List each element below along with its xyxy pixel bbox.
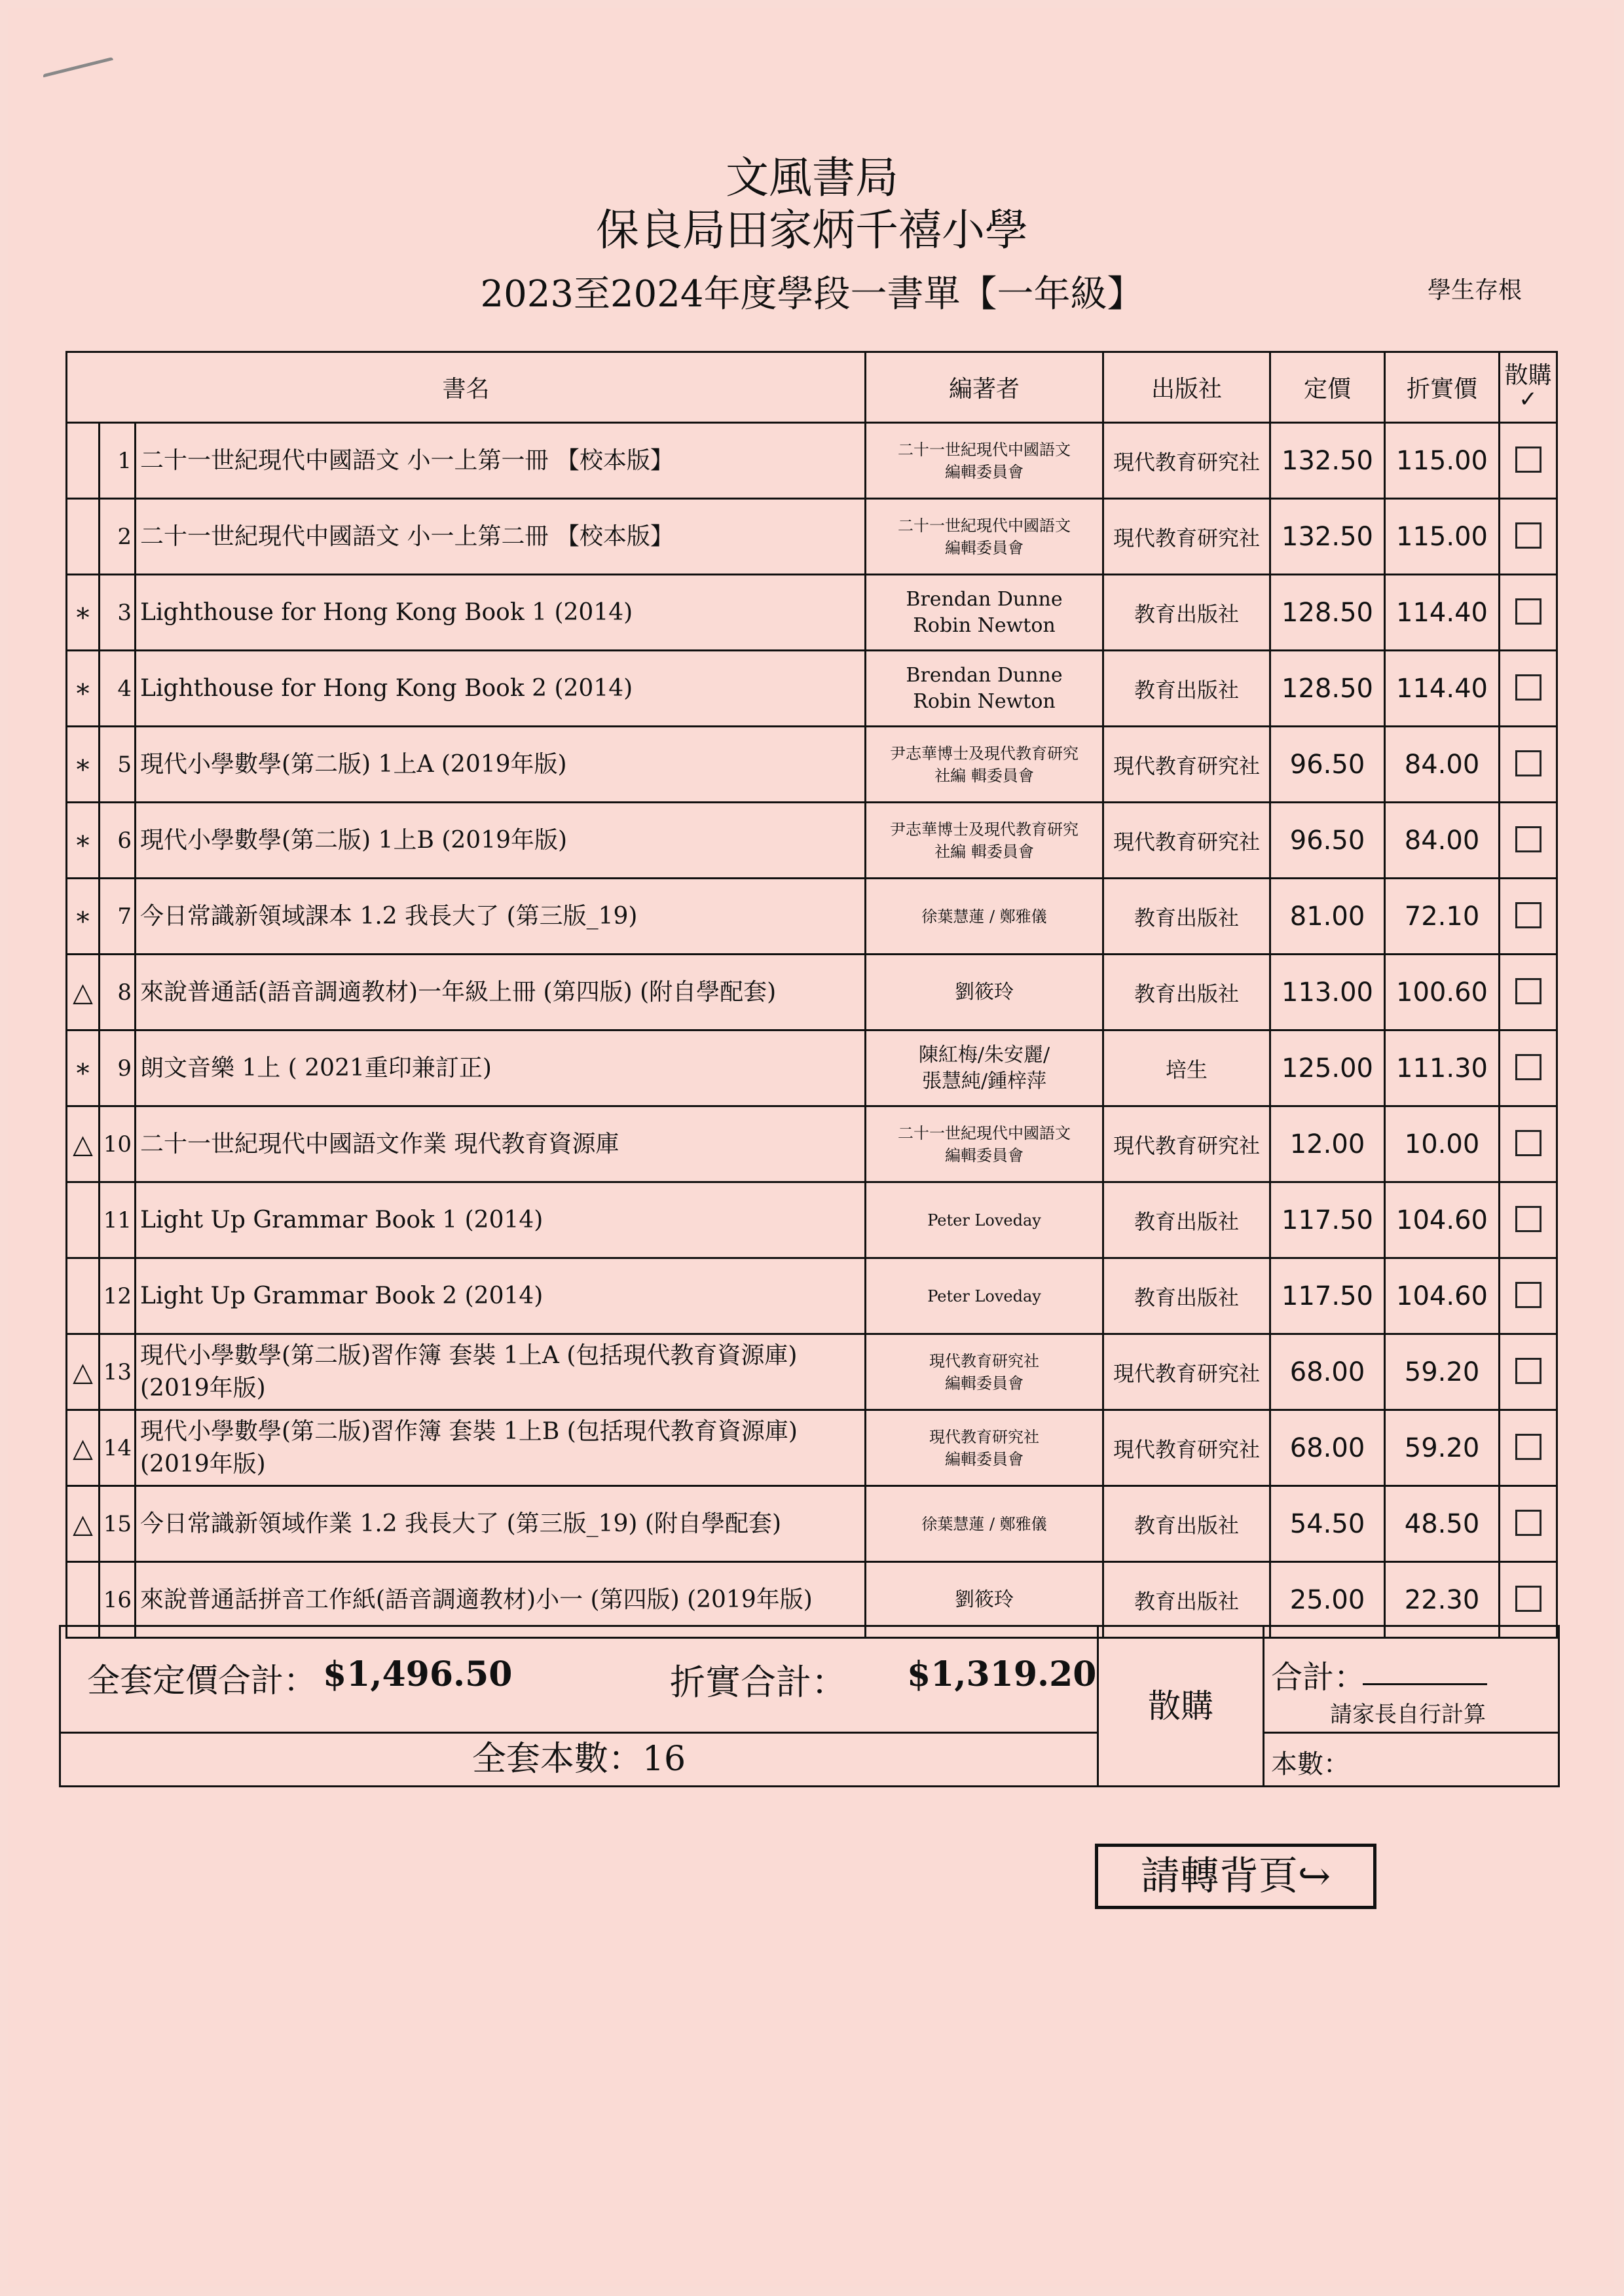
parent-note: 請家長自行計算 — [1330, 1702, 1486, 1728]
author-line-1: 二十一世紀現代中國語文 — [898, 440, 1071, 459]
author-line-1: Peter Loveday — [927, 1286, 1041, 1305]
list-title: 2023至2024年度學段一書單【一年級】 — [480, 273, 1144, 316]
summary-totals — [61, 1627, 1097, 1734]
single-purchase-cell — [1500, 727, 1557, 803]
col-price-header: 定價 — [1270, 352, 1385, 423]
book-publisher: 教育出版社 — [1103, 651, 1270, 727]
row-mark: ∗ — [67, 651, 100, 727]
book-author — [866, 1106, 1103, 1182]
single-purchase-cell — [1500, 1334, 1557, 1410]
discount-price: 104.60 — [1385, 1258, 1500, 1334]
table-row — [67, 1030, 1557, 1106]
discount-price: 114.40 — [1385, 575, 1500, 651]
row-number: 1 — [100, 423, 136, 499]
list-price: 117.50 — [1270, 1182, 1385, 1258]
row-number: 14 — [100, 1410, 136, 1486]
discount-price: 104.60 — [1385, 1182, 1500, 1258]
discount-price: 72.10 — [1385, 879, 1500, 955]
book-publisher: 現代教育研究社 — [1103, 499, 1270, 575]
total-label: 合計： — [1271, 1659, 1366, 1696]
single-purchase-cell — [1500, 575, 1557, 651]
single-purchase-cell — [1500, 499, 1557, 575]
author-line-2: Robin Newton — [913, 689, 1056, 713]
author-line-2: 編輯委員會 — [945, 538, 1024, 557]
author-line-1: 徐葉慧蓮 / 鄭雅儀 — [921, 1514, 1047, 1533]
discount-price: 48.50 — [1385, 1486, 1500, 1562]
single-purchase-cell — [1500, 879, 1557, 955]
row-mark: ∗ — [67, 575, 100, 651]
book-title: Lighthouse for Hong Kong Book 2 (2014) — [136, 651, 866, 727]
book-author — [866, 423, 1103, 499]
author-line-2: 編輯委員會 — [945, 1449, 1024, 1468]
author-line-2: 社編 輯委員會 — [934, 842, 1034, 861]
table-row — [67, 1182, 1557, 1258]
discount-price: 115.00 — [1385, 499, 1500, 575]
single-purchase-cell — [1500, 955, 1557, 1030]
single-purchase-cell — [1500, 1410, 1557, 1486]
single-purchase-checkbox[interactable] — [1515, 902, 1541, 928]
row-number: 4 — [100, 651, 136, 727]
author-line-2: 社編 輯委員會 — [934, 766, 1034, 785]
author-line-2: Robin Newton — [913, 613, 1056, 637]
list-price: 12.00 — [1270, 1106, 1385, 1182]
row-mark — [67, 499, 100, 575]
single-purchase-checkbox[interactable] — [1515, 1358, 1541, 1384]
table-row — [67, 575, 1557, 651]
book-author — [866, 955, 1103, 1030]
single-purchase-label: 散購 — [1504, 361, 1552, 389]
book-author — [866, 1486, 1103, 1562]
book-publisher: 現代教育研究社 — [1103, 1334, 1270, 1410]
book-publisher: 教育出版社 — [1103, 955, 1270, 1030]
single-purchase-checkbox[interactable] — [1515, 1130, 1541, 1156]
discount-price: 115.00 — [1385, 423, 1500, 499]
row-mark: ∗ — [67, 879, 100, 955]
set-price-label: 全套定價合計： — [87, 1662, 316, 1700]
discount-price: 59.20 — [1385, 1410, 1500, 1486]
author-line-1: 陳紅梅/朱安麗/ — [918, 1043, 1050, 1066]
table-row — [67, 1334, 1557, 1410]
row-mark: ∗ — [67, 727, 100, 803]
author-line-2: 編輯委員會 — [945, 462, 1024, 481]
set-price-value: $1,496.50 — [323, 1654, 513, 1694]
list-price: 81.00 — [1270, 879, 1385, 955]
list-price: 113.00 — [1270, 955, 1385, 1030]
table-row — [67, 803, 1557, 879]
book-title: Light Up Grammar Book 1 (2014) — [136, 1182, 866, 1258]
book-author — [866, 1182, 1103, 1258]
row-mark: △ — [67, 955, 100, 1030]
book-title: Light Up Grammar Book 2 (2014) — [136, 1258, 866, 1334]
list-price: 68.00 — [1270, 1410, 1385, 1486]
discount-price: 84.00 — [1385, 727, 1500, 803]
row-number: 6 — [100, 803, 136, 879]
single-purchase-checkbox[interactable] — [1515, 1434, 1541, 1460]
table-row — [67, 1486, 1557, 1562]
row-number: 9 — [100, 1030, 136, 1106]
table-row — [67, 1258, 1557, 1334]
single-purchase-checkbox[interactable] — [1515, 1282, 1541, 1308]
book-title: 來說普通話(語音調適教材)一年級上冊 (第四版) (附自學配套) — [136, 955, 866, 1030]
author-line-1: 二十一世紀現代中國語文 — [898, 1123, 1071, 1142]
author-line-1: Brendan Dunne — [906, 663, 1063, 687]
author-line-1: 劉筱玲 — [955, 1588, 1014, 1611]
table-row — [67, 727, 1557, 803]
book-title: 二十一世紀現代中國語文 小一上第二冊 【校本版】 — [136, 499, 866, 575]
author-line-1: 現代教育研究社 — [929, 1427, 1040, 1446]
table-header-row — [67, 352, 1557, 423]
row-number: 5 — [100, 727, 136, 803]
student-stub-label: 學生存根 — [1428, 277, 1522, 304]
col-author-header: 編著者 — [866, 352, 1103, 423]
book-author — [866, 651, 1103, 727]
discount-price: 111.30 — [1385, 1030, 1500, 1106]
list-price: 132.50 — [1270, 499, 1385, 575]
book-title: 二十一世紀現代中國語文作業 現代教育資源庫 — [136, 1106, 866, 1182]
check-icon: ✓ — [1519, 386, 1538, 412]
row-number: 16 — [100, 1562, 136, 1638]
book-title: Lighthouse for Hong Kong Book 1 (2014) — [136, 575, 866, 651]
book-title: 二十一世紀現代中國語文 小一上第一冊 【校本版】 — [136, 423, 866, 499]
single-purchase-checkbox[interactable] — [1515, 522, 1541, 549]
book-publisher: 教育出版社 — [1103, 1562, 1270, 1638]
row-number: 7 — [100, 879, 136, 955]
row-mark — [67, 1258, 100, 1334]
row-number: 10 — [100, 1106, 136, 1182]
table-row — [67, 651, 1557, 727]
book-title: 來說普通話拼音工作紙(語音調適教材)小一 (第四版) (2019年版) — [136, 1562, 866, 1638]
list-price: 25.00 — [1270, 1562, 1385, 1638]
total-blank-field[interactable] — [1363, 1683, 1487, 1685]
author-line-2: 編輯委員會 — [945, 1374, 1024, 1393]
book-author — [866, 803, 1103, 879]
list-price: 117.50 — [1270, 1258, 1385, 1334]
single-purchase-checkbox[interactable] — [1515, 1206, 1541, 1232]
row-mark — [67, 1182, 100, 1258]
single-purchase-cell — [1500, 803, 1557, 879]
book-author — [866, 575, 1103, 651]
discount-price: 114.40 — [1385, 651, 1500, 727]
author-line-1: 現代教育研究社 — [929, 1351, 1040, 1370]
book-author — [866, 1258, 1103, 1334]
book-author — [866, 499, 1103, 575]
row-number: 3 — [100, 575, 136, 651]
book-author — [866, 727, 1103, 803]
row-number: 15 — [100, 1486, 136, 1562]
discount-total-label: 折實合計： — [670, 1662, 847, 1703]
row-mark: ∗ — [67, 803, 100, 879]
single-purchase-checkbox[interactable] — [1515, 1054, 1541, 1080]
book-author — [866, 879, 1103, 955]
book-publisher: 現代教育研究社 — [1103, 727, 1270, 803]
discount-price: 10.00 — [1385, 1106, 1500, 1182]
list-price: 96.50 — [1270, 727, 1385, 803]
book-title: 現代小學數學(第二版) 1上A (2019年版) — [136, 727, 866, 803]
list-price: 128.50 — [1270, 651, 1385, 727]
single-purchase-checkbox[interactable] — [1515, 978, 1541, 1004]
col-publisher-header: 出版社 — [1103, 352, 1270, 423]
single-purchase-cell — [1500, 423, 1557, 499]
table-row — [67, 879, 1557, 955]
col-single-header — [1500, 352, 1557, 423]
discount-price: 22.30 — [1385, 1562, 1500, 1638]
single-purchase-checkbox[interactable] — [1515, 1586, 1541, 1612]
book-title: 現代小學數學(第二版)習作簿 套裝 1上A (包括現代教育資源庫) (2019年版) — [136, 1334, 866, 1410]
single-purchase-checkbox[interactable] — [1515, 674, 1541, 701]
book-title: 今日常識新領域課本 1.2 我長大了 (第三版_19) — [136, 879, 866, 955]
set-count: 全套本數：16 — [471, 1740, 686, 1779]
row-mark: △ — [67, 1486, 100, 1562]
table-row — [67, 1410, 1557, 1486]
author-line-1: 徐葉慧蓮 / 鄭雅儀 — [921, 907, 1047, 926]
book-publisher: 現代教育研究社 — [1103, 803, 1270, 879]
author-line-1: Brendan Dunne — [906, 587, 1063, 611]
row-mark: △ — [67, 1106, 100, 1182]
list-price: 125.00 — [1270, 1030, 1385, 1106]
list-price: 128.50 — [1270, 575, 1385, 651]
single-purchase-checkbox[interactable] — [1515, 446, 1541, 473]
single-purchase-checkbox[interactable] — [1515, 826, 1541, 852]
book-publisher: 教育出版社 — [1103, 575, 1270, 651]
book-author — [866, 1334, 1103, 1410]
summary-box — [59, 1625, 1560, 1787]
list-price: 132.50 — [1270, 423, 1385, 499]
table-row — [67, 499, 1557, 575]
table-row — [67, 423, 1557, 499]
row-number: 2 — [100, 499, 136, 575]
row-number: 8 — [100, 955, 136, 1030]
parent-total-box — [1264, 1627, 1558, 1734]
discount-total-value: $1,319.20 — [907, 1654, 1097, 1694]
discount-price: 59.20 — [1385, 1334, 1500, 1410]
single-purchase-checkbox[interactable] — [1515, 750, 1541, 776]
row-mark — [67, 423, 100, 499]
book-author — [866, 1030, 1103, 1106]
book-publisher: 教育出版社 — [1103, 1258, 1270, 1334]
single-purchase-cell: 散購 — [1099, 1627, 1264, 1785]
list-price: 68.00 — [1270, 1334, 1385, 1410]
book-publisher: 現代教育研究社 — [1103, 423, 1270, 499]
single-purchase-cell — [1500, 1182, 1557, 1258]
discount-price: 84.00 — [1385, 803, 1500, 879]
book-author — [866, 1410, 1103, 1486]
single-purchase-cell — [1500, 1258, 1557, 1334]
book-title: 現代小學數學(第二版)習作簿 套裝 1上B (包括現代教育資源庫) (2019年版) — [136, 1410, 866, 1486]
table-row — [67, 1106, 1557, 1182]
single-purchase-cell — [1500, 1106, 1557, 1182]
single-purchase-checkbox[interactable] — [1515, 598, 1541, 625]
row-number: 11 — [100, 1182, 136, 1258]
book-publisher: 教育出版社 — [1103, 1486, 1270, 1562]
books-count-field[interactable]: 本數： — [1271, 1749, 1350, 1779]
school-name: 保良局田家炳千禧小學 — [596, 205, 1028, 255]
shop-name: 文風書局 — [726, 153, 898, 203]
book-publisher: 教育出版社 — [1103, 879, 1270, 955]
single-purchase-cell — [1500, 651, 1557, 727]
row-mark: △ — [67, 1410, 100, 1486]
author-line-2: 編輯委員會 — [945, 1146, 1024, 1165]
list-price: 54.50 — [1270, 1486, 1385, 1562]
book-publisher: 教育出版社 — [1103, 1182, 1270, 1258]
author-line-1: 尹志華博士及現代教育研究 — [890, 820, 1079, 839]
list-price: 96.50 — [1270, 803, 1385, 879]
row-number: 13 — [100, 1334, 136, 1410]
author-line-2: 張慧純/鍾梓萍 — [921, 1069, 1047, 1093]
book-publisher: 培生 — [1103, 1030, 1270, 1106]
row-number: 12 — [100, 1258, 136, 1334]
author-line-1: 尹志華博士及現代教育研究 — [890, 744, 1079, 763]
author-line-1: 劉筱玲 — [955, 980, 1014, 1004]
author-line-1: 二十一世紀現代中國語文 — [898, 516, 1071, 535]
row-mark: ∗ — [67, 1030, 100, 1106]
col-discount-header: 折實價 — [1385, 352, 1500, 423]
table-row — [67, 955, 1557, 1030]
single-purchase-cell — [1500, 1030, 1557, 1106]
single-purchase-checkbox[interactable] — [1515, 1510, 1541, 1536]
author-line-1: Peter Loveday — [927, 1211, 1041, 1230]
col-title-header: 書名 — [67, 352, 866, 423]
book-title: 朗文音樂 1上 ( 2021重印兼訂正) — [136, 1030, 866, 1106]
book-title: 今日常識新領域作業 1.2 我長大了 (第三版_19) (附自學配套) — [136, 1486, 866, 1562]
single-purchase-cell — [1500, 1486, 1557, 1562]
booklist-table — [65, 351, 1558, 1639]
book-publisher: 現代教育研究社 — [1103, 1410, 1270, 1486]
please-turn-over-box: 請轉背頁↪ — [1095, 1844, 1376, 1909]
discount-price: 100.60 — [1385, 955, 1500, 1030]
book-title: 現代小學數學(第二版) 1上B (2019年版) — [136, 803, 866, 879]
row-mark: △ — [67, 1334, 100, 1410]
book-publisher: 現代教育研究社 — [1103, 1106, 1270, 1182]
summary-left — [61, 1627, 1099, 1785]
